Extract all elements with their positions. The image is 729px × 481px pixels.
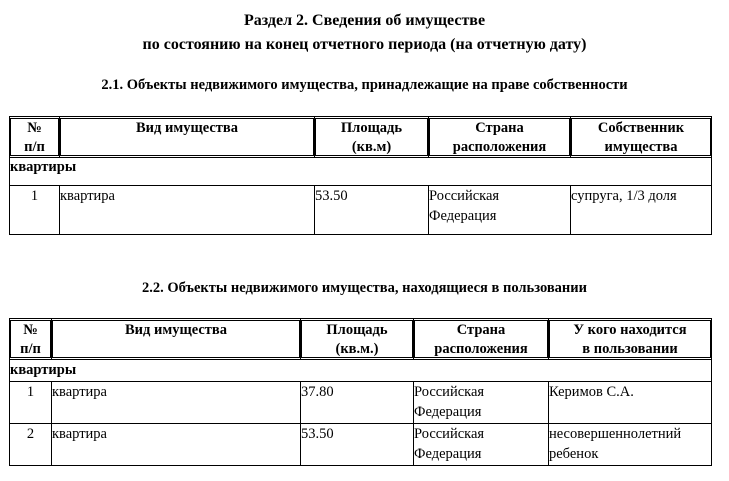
table-row [10, 424, 712, 466]
used-header-country-line1: Страна [456, 322, 506, 338]
owned-header-type-line1: Вид имущества [136, 120, 238, 136]
used-row-2-holder-line1: несовершеннолетний [549, 426, 682, 442]
owned-row-1-owner [571, 186, 712, 235]
used-header-country-line2: расположения [434, 341, 528, 357]
owned-header-country-line2: расположения [452, 139, 547, 155]
used-header-area-line2: (кв.м.) [335, 341, 379, 357]
used-row-1-country-line2: Федерация [414, 404, 482, 420]
owned-row-1-country [429, 186, 571, 235]
owned-header-country [429, 117, 571, 158]
owned-group-row [10, 158, 712, 186]
used-header-num-line1: № [23, 322, 38, 338]
used-header-holder [549, 319, 712, 360]
used-property-table [9, 318, 712, 466]
used-header-num [10, 319, 52, 360]
table-row [10, 382, 712, 424]
used-row-1-holder-line1: Керимов С.А. [549, 384, 634, 400]
used-row-1-area: 37.80 [301, 382, 414, 424]
owned-header-num-line1: № [27, 120, 42, 136]
owned-row-1-country-line2: Федерация [429, 208, 497, 224]
owned-header-owner-line1: Собственник [597, 120, 685, 136]
owned-row-1-owner-line1: супруга, 1/3 доля [571, 188, 677, 204]
used-row-2-country [414, 424, 549, 466]
used-row-2-holder-line2: ребенок [549, 446, 599, 462]
owned-table-header-row [10, 117, 712, 158]
owned-row-1-num: 1 [10, 186, 60, 235]
used-header-num-line2: п/п [20, 341, 41, 357]
owned-header-area-line2: (кв.м) [351, 139, 392, 155]
used-table-header-row [10, 319, 712, 360]
used-group-row [10, 360, 712, 382]
used-row-2-country-line2: Федерация [414, 446, 482, 462]
used-row-1-num: 1 [10, 382, 52, 424]
used-header-area-line1: Площадь [326, 322, 388, 338]
used-header-type [52, 319, 301, 360]
owned-header-type [60, 117, 315, 158]
used-header-country [414, 319, 549, 360]
owned-row-1-country-line1: Российская [429, 188, 500, 204]
owned-row-1-area: 53.50 [315, 186, 429, 235]
owned-row-1-type: квартира [60, 186, 315, 235]
owned-header-num-line2: п/п [24, 139, 45, 155]
section-title-line2: по состоянию на конец отчетного периода (на отчетную дату) [142, 36, 587, 53]
used-header-holder-line1: У кого находится [573, 322, 687, 338]
used-header-area [301, 319, 414, 360]
used-row-2-area: 53.50 [301, 424, 414, 466]
used-row-2-num: 2 [10, 424, 52, 466]
owned-header-area-line1: Площадь [340, 120, 403, 136]
table-row [10, 186, 712, 235]
owned-group-label: квартиры [10, 158, 712, 186]
used-row-1-country [414, 382, 549, 424]
used-header-type-line1: Вид имущества [125, 322, 227, 338]
used-row-2-country-line1: Российская [414, 426, 485, 442]
used-row-2-holder [549, 424, 712, 466]
owned-header-area [315, 117, 429, 158]
used-group-label: квартиры [10, 360, 712, 382]
owned-header-owner [571, 117, 712, 158]
used-row-2-type: квартира [52, 424, 301, 466]
used-row-1-type: квартира [52, 382, 301, 424]
used-section-title: 2.2. Объекты недвижимого имущества, находящиеся в пользовании [142, 280, 587, 296]
used-row-1-holder [549, 382, 712, 424]
owned-header-owner-line2: имущества [604, 139, 678, 155]
owned-header-num [10, 117, 60, 158]
section-title-line1: Раздел 2. Сведения об имуществе [243, 12, 486, 29]
owned-property-table [9, 116, 712, 235]
used-header-holder-line2: в пользовании [582, 341, 678, 357]
used-row-1-country-line1: Российская [414, 384, 485, 400]
owned-header-country-line1: Страна [475, 120, 524, 136]
owned-section-title: 2.1. Объекты недвижимого имущества, принадлежащие на праве собственности [101, 77, 628, 93]
